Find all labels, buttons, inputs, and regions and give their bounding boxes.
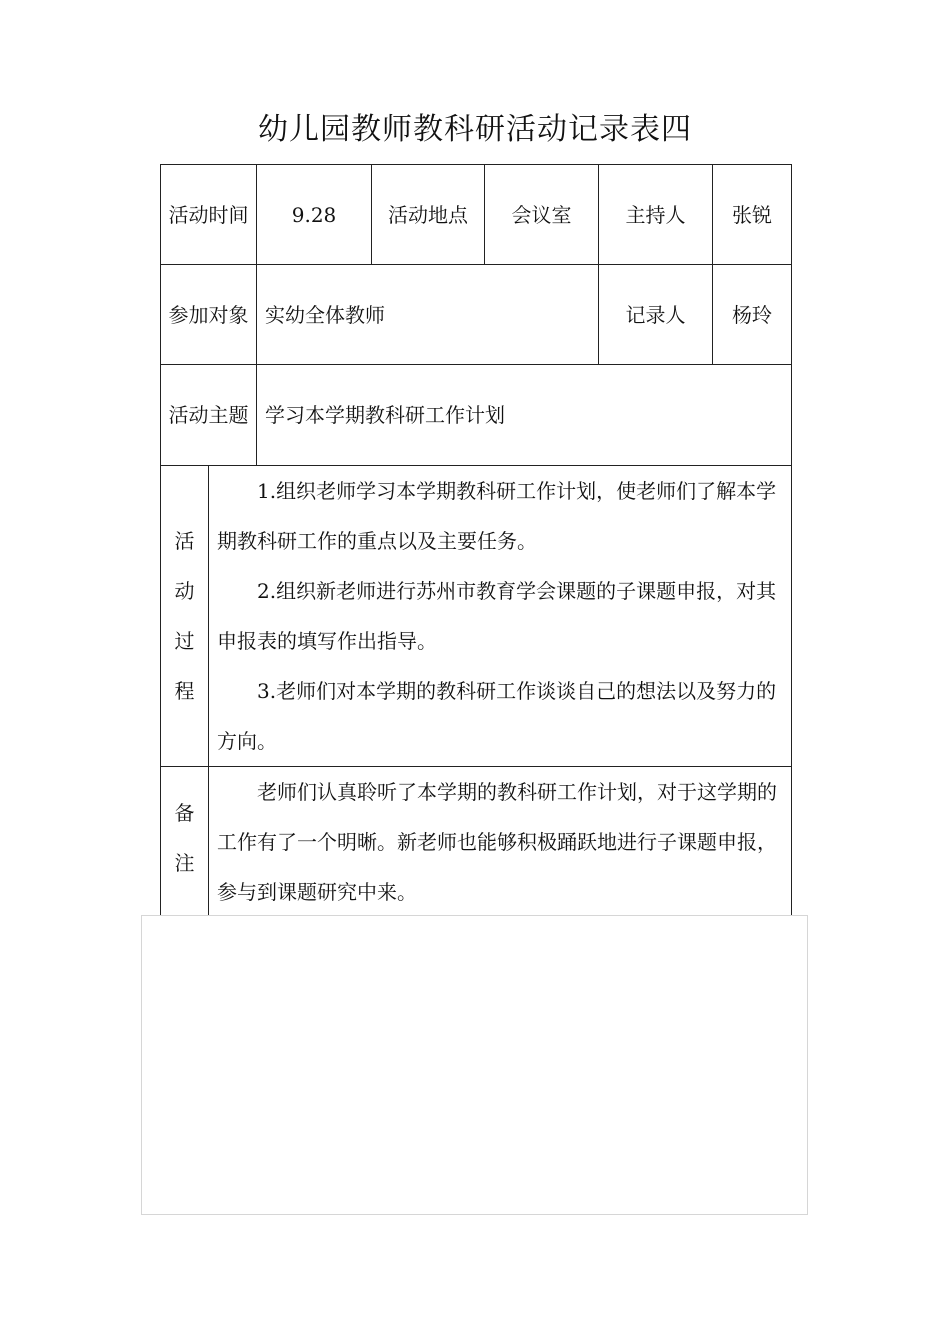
row-time-place-host	[161, 165, 792, 265]
host-value-cell	[713, 165, 792, 265]
time-label-cell	[161, 165, 257, 265]
row-participants-recorder	[161, 265, 792, 365]
process-item: 2.组织新老师进行苏州市教育学会课题的子课题申报，对其申报表的填写作出指导。	[217, 579, 777, 653]
host-label-cell	[599, 165, 713, 265]
row-notes	[161, 767, 792, 918]
notes-content-cell	[209, 767, 792, 918]
participants-label-cell	[161, 265, 257, 365]
recorder-label-cell	[599, 265, 713, 365]
activity-record-table	[160, 164, 792, 918]
place-value: 会议室	[511, 202, 572, 227]
process-label-cell	[161, 466, 209, 767]
host-label: 主持人	[625, 202, 686, 227]
process-item: 3.老师们对本学期的教科研工作谈谈自己的想法以及努力的方向。	[217, 679, 777, 753]
notes-label-cell	[161, 767, 209, 918]
theme-value-cell	[257, 365, 792, 466]
blank-area	[141, 915, 808, 1215]
notes-label-char: 备	[174, 801, 195, 825]
row-theme	[161, 365, 792, 466]
recorder-value-cell	[713, 265, 792, 365]
host-value: 张锐	[732, 202, 772, 227]
place-label: 活动地点	[388, 202, 468, 227]
process-content-cell	[209, 466, 792, 767]
participants-label: 参加对象	[168, 302, 249, 327]
time-label: 活动时间	[168, 202, 249, 227]
theme-label-cell	[161, 365, 257, 466]
participants-value-cell	[257, 265, 599, 365]
time-value-cell	[257, 165, 372, 265]
participants-value: 实幼全体教师	[265, 302, 385, 327]
process-label-char: 活	[174, 529, 195, 553]
notes-text: 老师们认真聆听了本学期的教科研工作计划，对于这学期的工作有了一个明晰。新老师也能够积极踊跃地进行子课题申报，参与到课题研究中来。	[217, 780, 777, 904]
theme-value: 学习本学期教科研工作计划	[265, 403, 505, 427]
process-item: 1.组织老师学习本学期教科研工作计划，使老师们了解本学期教科研工作的重点以及主要任务。	[217, 479, 777, 553]
process-label-char: 程	[174, 679, 195, 703]
recorder-value: 杨玲	[732, 302, 772, 327]
time-value: 9.28	[291, 202, 337, 227]
recorder-label: 记录人	[625, 302, 686, 327]
notes-label-char: 注	[174, 851, 195, 875]
theme-label: 活动主题	[168, 403, 249, 427]
process-label-char: 动	[174, 579, 195, 603]
process-label-char: 过	[174, 629, 195, 653]
place-label-cell	[372, 165, 485, 265]
row-process	[161, 466, 792, 767]
place-value-cell	[485, 165, 599, 265]
page-title: 幼儿园教师教科研活动记录表四	[258, 112, 692, 147]
